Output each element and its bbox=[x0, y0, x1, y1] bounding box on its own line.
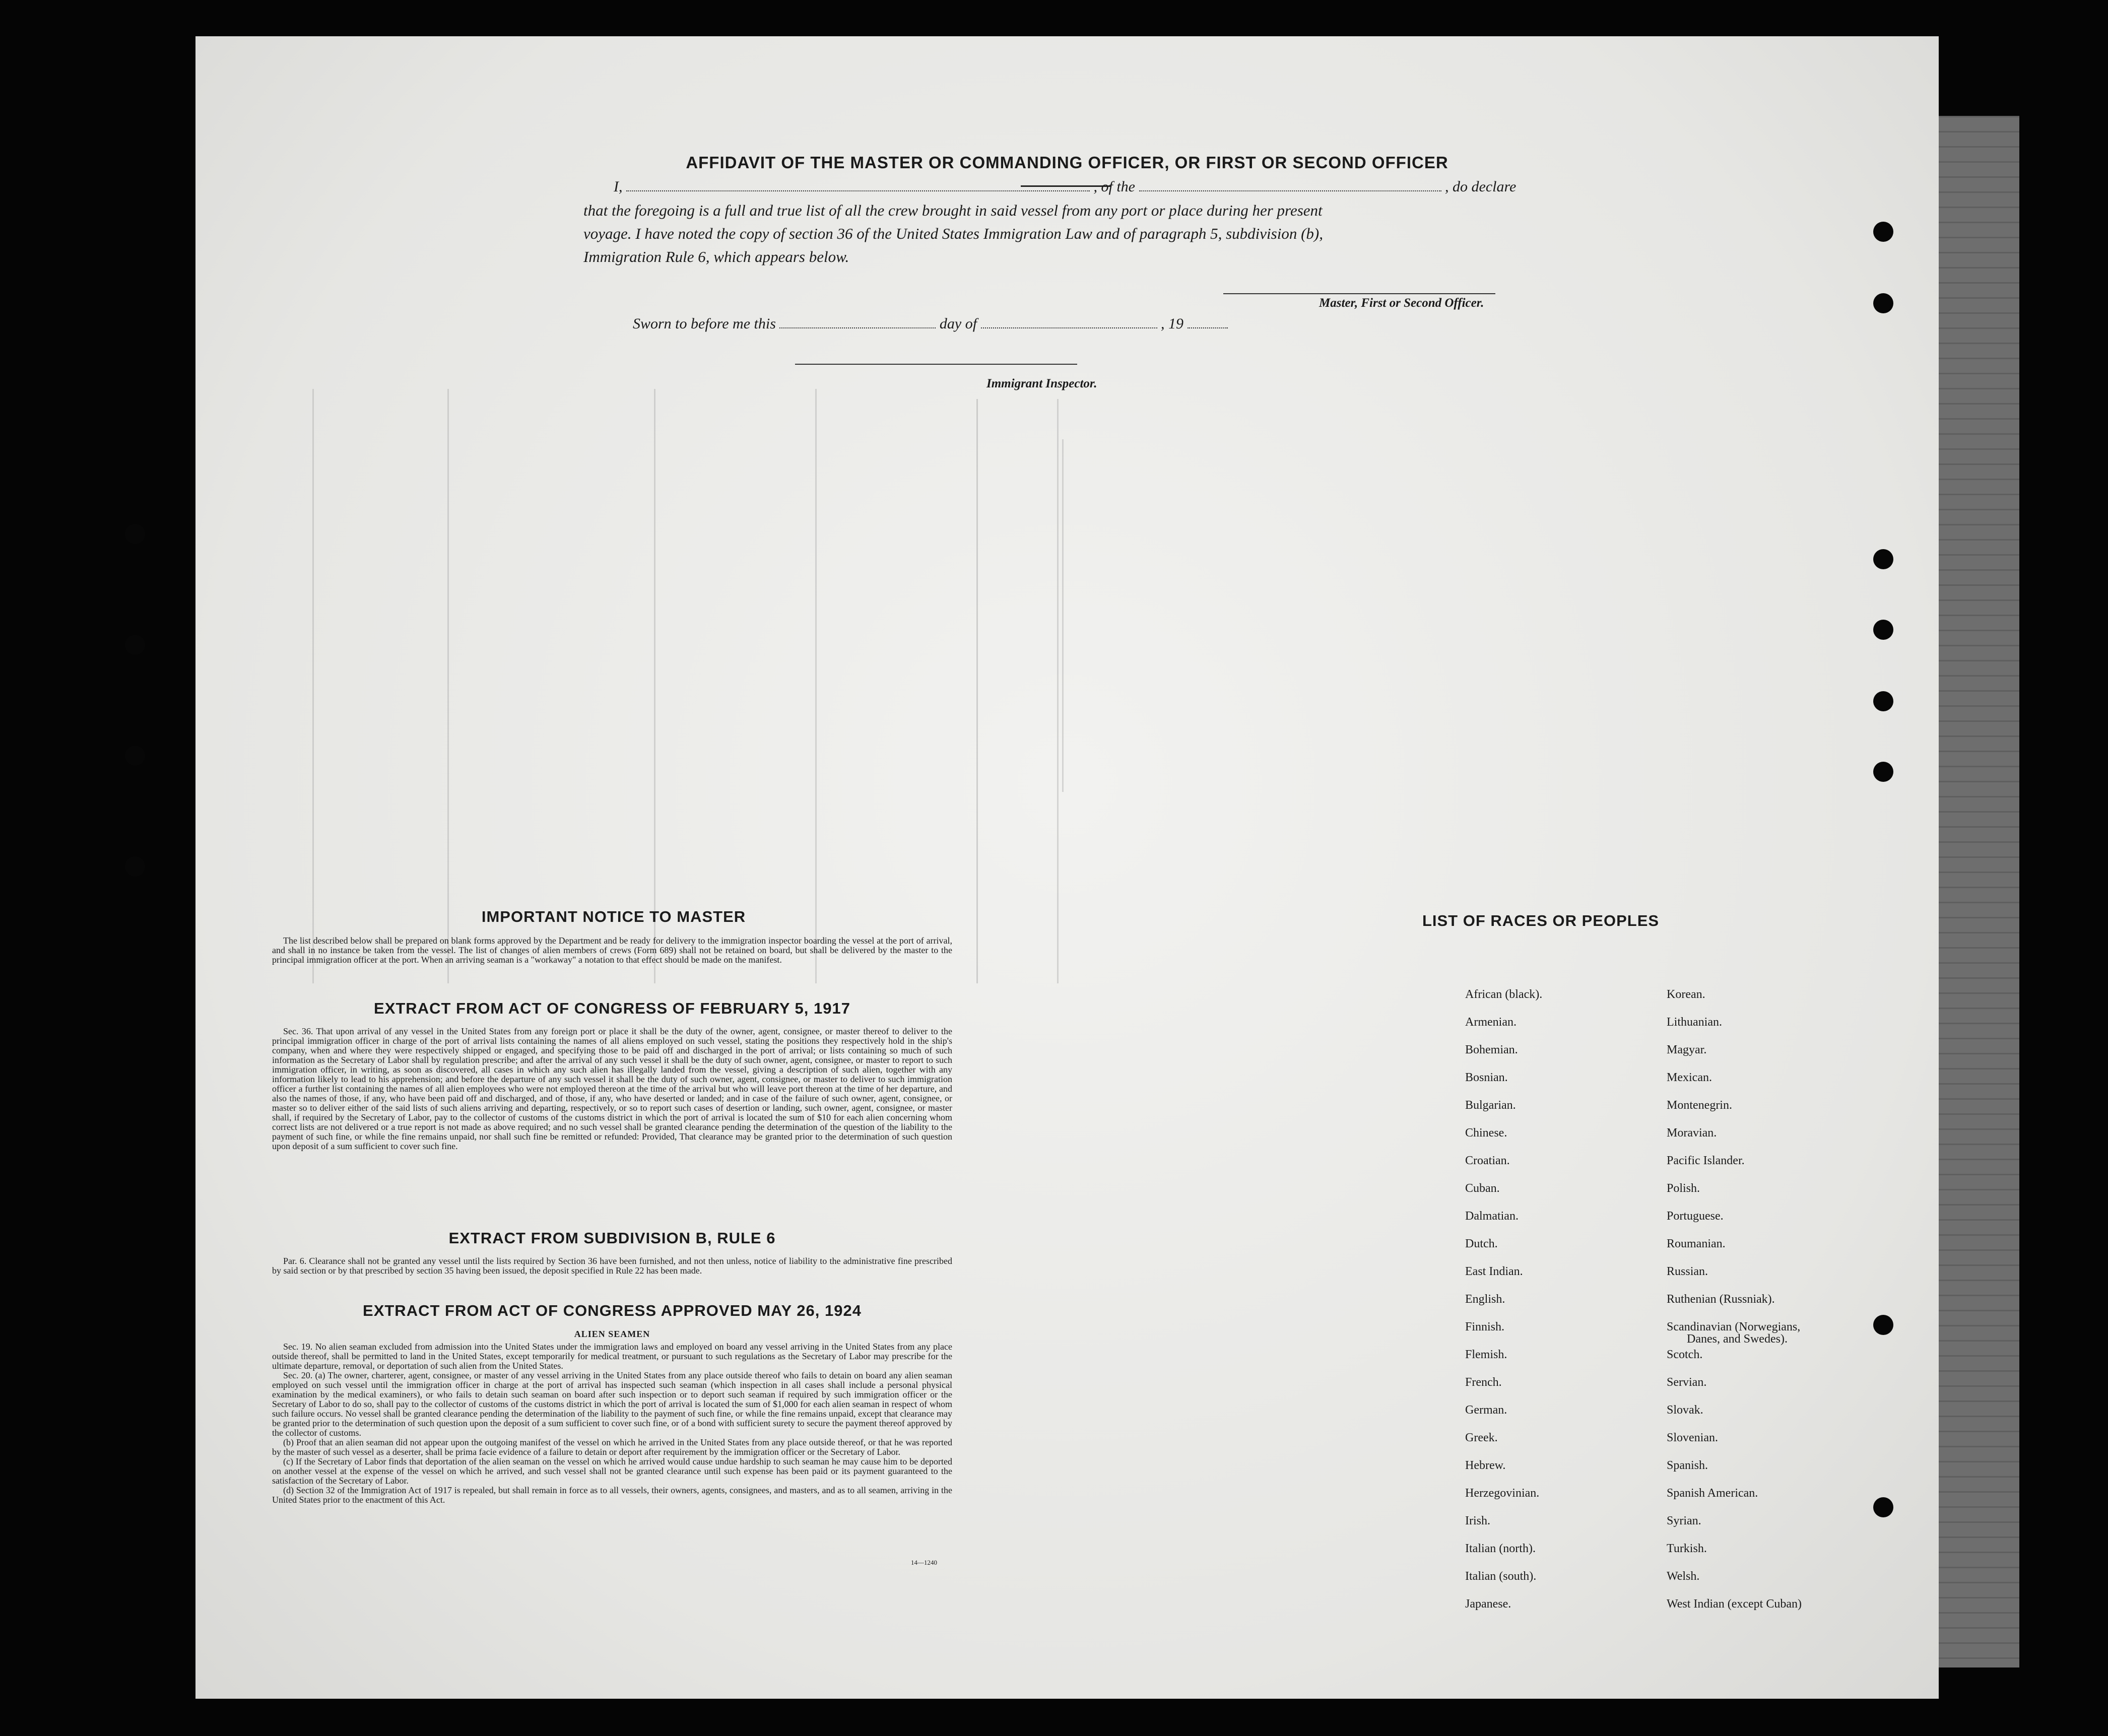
punch-hole bbox=[1873, 1315, 1893, 1335]
race-item: Italian (south). bbox=[1465, 1570, 1537, 1583]
master-signature-label: Master, First or Second Officer. bbox=[1319, 296, 1484, 310]
race-item: Spanish. bbox=[1667, 1459, 1708, 1472]
sworn-year-blank[interactable] bbox=[1188, 315, 1228, 328]
extract-1917-title: EXTRACT FROM ACT OF CONGRESS OF FEBRUARY 5, 1917 bbox=[374, 999, 850, 1017]
par-6-paragraph: Par. 6. Clearance shall not be granted any vessel until the lists required by Section 36 have been furnished, and not then unless, notice of liability to the administrative fine prescribed by said section or by that prescribed by section 35 having been issued, the deposit specified in Rule 22 has been made. bbox=[272, 1256, 952, 1276]
race-item: Syrian. bbox=[1667, 1514, 1701, 1527]
form-number: 14—1240 bbox=[911, 1559, 937, 1566]
sworn-line bbox=[633, 315, 1228, 332]
bleed-through-rule bbox=[447, 389, 449, 983]
race-item: West Indian (except Cuban) bbox=[1667, 1597, 1802, 1611]
race-item: Croatian. bbox=[1465, 1154, 1510, 1167]
race-item: Moravian. bbox=[1667, 1126, 1717, 1140]
race-item: Slovak. bbox=[1667, 1404, 1703, 1417]
race-item: Dutch. bbox=[1465, 1237, 1498, 1250]
races-title: LIST OF RACES OR PEOPLES bbox=[1422, 912, 1660, 929]
register-strip bbox=[1939, 116, 2019, 1667]
bleed-through-rule bbox=[1057, 399, 1059, 983]
race-item: Bohemian. bbox=[1465, 1043, 1518, 1056]
punch-hole bbox=[1873, 293, 1893, 313]
punch-hole bbox=[125, 856, 145, 877]
race-item: Slovenian. bbox=[1667, 1431, 1718, 1444]
master-signature-line[interactable] bbox=[1223, 293, 1495, 294]
race-item: Montenegrin. bbox=[1667, 1099, 1732, 1112]
affidavit-line-1 bbox=[614, 178, 1516, 195]
alien-seamen-subtitle: ALIEN SEAMEN bbox=[574, 1329, 650, 1339]
bleed-through-rule bbox=[976, 399, 978, 983]
race-item: Mexican. bbox=[1667, 1071, 1712, 1084]
punch-hole bbox=[1873, 549, 1893, 569]
document-page bbox=[195, 36, 1939, 1699]
race-item: Magyar. bbox=[1667, 1043, 1707, 1056]
sworn-month-blank[interactable] bbox=[981, 315, 1157, 328]
race-item: Ruthenian (Russniak). bbox=[1667, 1293, 1775, 1306]
race-item: Scandinavian (Norwegians, bbox=[1667, 1320, 1801, 1333]
sec-19-paragraph: Sec. 19. No alien seaman excluded from admission into the United States under the immigration laws and employed on board any vessel arriving in the United States from any place outside thereof, shall be permitted to land in the United States, except temporarily for medical treatment, or pursuant to such regulations as the Secretary of Labor may prescribe for the ultimate departure, removal, or deportation of such alien from the United States. bbox=[272, 1342, 952, 1371]
race-item: German. bbox=[1465, 1404, 1507, 1417]
race-item: Italian (north). bbox=[1465, 1542, 1536, 1555]
race-item: English. bbox=[1465, 1293, 1505, 1306]
race-item: East Indian. bbox=[1465, 1265, 1523, 1278]
race-item: Danes, and Swedes). bbox=[1687, 1332, 1788, 1346]
race-item: African (black). bbox=[1465, 988, 1543, 1001]
affidavit-line-3: voyage. I have noted the copy of section 36 of the United States Immigration Law and of paragraph 5, subdivision (b), bbox=[583, 225, 1323, 242]
punch-hole bbox=[1873, 762, 1893, 782]
race-item: Armenian. bbox=[1465, 1016, 1517, 1029]
punch-hole bbox=[125, 746, 145, 766]
race-item: Dalmatian. bbox=[1465, 1210, 1519, 1223]
race-item: Servian. bbox=[1667, 1376, 1707, 1389]
extract-rule6-text bbox=[272, 1256, 952, 1276]
affidavit-declare: , do declare bbox=[1445, 178, 1517, 195]
sworn-year: , 19 bbox=[1161, 315, 1184, 332]
race-item: Chinese. bbox=[1465, 1126, 1507, 1140]
affidavit-line-2: that the foregoing is a full and true list of all the crew brought in said vessel from any port or place during her present bbox=[583, 202, 1323, 219]
inspector-signature-line[interactable] bbox=[795, 364, 1077, 365]
punch-hole bbox=[125, 524, 145, 544]
race-item: Polish. bbox=[1667, 1182, 1700, 1195]
notice-paragraph: The list described below shall be prepared on blank forms approved by the Department and be ready for delivery to the immigration inspector boarding the vessel at the port of arrival, and shall in no instance be taken from the vessel. The list of changes of alien members of crews (Form 689) shall not be retained on board, but shall be delivered by the master to the principal immigration officer at the port. When an arriving seaman is a "workaway" a notation to that effect should be made on the manifest. bbox=[272, 936, 952, 965]
sec-36-paragraph: Sec. 36. That upon arrival of any vessel in the United States from any foreign port or place it shall be the duty of the owner, agent, consignee, or master thereof to deliver to the principal immigration officer in charge of the port of arrival lists containing the names of all aliens employed on such vessel, stating the positions they respectively hold in the ship's company, when and where they were respectively shipped or engaged, and specifying those to be paid off and discharged in the port of arrival; or lists containing so much of such information as the Secretary of Labor shall by regulation prescribe; and after the arrival of any such vessel it shall be the duty of such owner, agent, consignee, or master to report to such immigration officer, in writing, as soon as discovered, all cases in which any such alien has illegally landed from the vessel, giving a description of such alien, together with any information likely to lead to his apprehension; and before the departure of any such vessel it shall be the duty of such owner, agent, consignee, or master to deliver to such immigration officer a further list containing the names of all alien employees who were not employed thereon at the time of the arrival but who will leave port thereon at the time of her departure, and also the names of those, if any, who have been paid off and discharged, and of those, if any, who have deserted or landed; and in case of the failure of such owner, agent, consignee, or master so to deliver either of the said lists of such aliens arriving and departing, respectively, or so to report such cases of desertion or landing, such owner, agent, consignee, or master shall, if required by the Secretary of Labor, pay to the collector of customs of the customs district in which the port of arrival is located the sum of $10 for each alien concerning whom correct lists are not delivered or a true report is not made as above required; and no such vessel shall be granted clearance pending the determination of the question of the liability to the payment of such fine, or while the fine remains unpaid, nor shall such fine be remitted or refunded: Provided, That clearance may be granted prior to the determination of such question upon deposit of a sum sufficient to cover such fine. bbox=[272, 1026, 952, 1151]
sec-20a-paragraph: Sec. 20. (a) The owner, charterer, agent, consignee, or master of any vessel arriving in the United States from any place outside thereof who fails to detain on board any alien seaman employed on such vessel until the immigration officer in charge at the port of arrival has inspected such seaman (which inspection in all cases shall include a personal physical examination by the medical examiners), or who fails to detain such seaman on board after such inspection or to deport such seaman if required by such immigration officer or the Secretary of Labor to do so, shall pay to the collector of customs of the customs district in which the port of arrival is located the sum of $1,000 for each alien seaman in respect of whom such failure occurs. No vessel shall be granted clearance pending the determination of the liability to the payment of such fine, or while the fine remains unpaid, except that clearance may be granted prior to the determination of such question upon the deposit of a sum sufficient to cover such fine, or of a bond with sufficient surety to secure the payment thereof approved by the collector of customs. bbox=[272, 1370, 952, 1438]
race-item: Finnish. bbox=[1465, 1320, 1505, 1333]
extract-rule6-title: EXTRACT FROM SUBDIVISION B, RULE 6 bbox=[448, 1229, 776, 1247]
race-item: French. bbox=[1465, 1376, 1502, 1389]
punch-hole bbox=[125, 635, 145, 655]
race-item: Pacific Islander. bbox=[1667, 1154, 1745, 1167]
race-item: Welsh. bbox=[1667, 1570, 1700, 1583]
race-item: Japanese. bbox=[1465, 1597, 1511, 1611]
extract-1924-text bbox=[272, 1342, 952, 1505]
affidavit-title: AFFIDAVIT OF THE MASTER OR COMMANDING OFFICER, OR FIRST OR SECOND OFFICER bbox=[686, 153, 1448, 172]
race-item: Korean. bbox=[1667, 988, 1705, 1001]
name-blank[interactable] bbox=[626, 178, 1090, 191]
race-item: Turkish. bbox=[1667, 1542, 1707, 1555]
bleed-through-rule bbox=[312, 389, 314, 983]
punch-hole bbox=[1873, 1497, 1893, 1517]
race-item: Irish. bbox=[1465, 1514, 1490, 1527]
race-item: Bosnian. bbox=[1465, 1071, 1508, 1084]
race-item: Russian. bbox=[1667, 1265, 1708, 1278]
notice-text bbox=[272, 936, 952, 965]
sworn-day-blank[interactable] bbox=[779, 315, 936, 328]
bleed-through-rule bbox=[654, 389, 655, 983]
race-item: Herzegovinian. bbox=[1465, 1487, 1540, 1500]
affidavit-of-the: , of the bbox=[1093, 178, 1135, 195]
inspector-signature-label: Immigrant Inspector. bbox=[986, 377, 1097, 390]
sworn-day-of: day of bbox=[939, 315, 977, 332]
race-item: Lithuanian. bbox=[1667, 1016, 1722, 1029]
punch-hole bbox=[1873, 691, 1893, 711]
sec-20d-paragraph: (d) Section 32 of the Immigration Act of 1917 is repealed, but shall remain in force as to all vessels, their owners, agents, consignees, and masters, and as to all seamen, arriving in the United States prior to the enactment of this Act. bbox=[272, 1485, 952, 1505]
sec-20c-paragraph: (c) If the Secretary of Labor finds that deportation of the alien seaman on the vessel on which he arrived would cause undue hardship to such seaman he may cause him to be deported on another vessel at the expense of the vessel on which he arrived, and such vessel shall not be granted clearance until such expense has been paid or its payment guaranteed to the satisfaction of the Secretary of Labor. bbox=[272, 1456, 952, 1486]
race-item: Roumanian. bbox=[1667, 1237, 1726, 1250]
race-item: Greek. bbox=[1465, 1431, 1498, 1444]
race-item: Flemish. bbox=[1465, 1348, 1507, 1361]
punch-hole bbox=[1873, 222, 1893, 242]
race-item: Portuguese. bbox=[1667, 1210, 1724, 1223]
race-item: Cuban. bbox=[1465, 1182, 1500, 1195]
race-item: Spanish American. bbox=[1667, 1487, 1758, 1500]
vessel-blank[interactable] bbox=[1139, 178, 1441, 191]
race-item: Bulgarian. bbox=[1465, 1099, 1516, 1112]
race-item: Scotch. bbox=[1667, 1348, 1703, 1361]
extract-1917-text bbox=[272, 1027, 952, 1151]
bleed-through-rule bbox=[815, 389, 817, 983]
sworn-text: Sworn to before me this bbox=[633, 315, 776, 332]
extract-1924-title: EXTRACT FROM ACT OF CONGRESS APPROVED MAY 26, 1924 bbox=[363, 1302, 862, 1319]
affidavit-i: I, bbox=[614, 178, 623, 195]
sec-20b-paragraph: (b) Proof that an alien seaman did not appear upon the outgoing manifest of the vessel on which he arrived in the United States from any place outside thereof, or that he was reported by the master of such vessel as a deserter, shall be prima facie evidence of a failure to detain or deport after requirement by the immigration officer or the Secretary of Labor. bbox=[272, 1437, 952, 1457]
punch-hole bbox=[1873, 620, 1893, 640]
affidavit-line-4: Immigration Rule 6, which appears below. bbox=[583, 248, 849, 265]
notice-title: IMPORTANT NOTICE TO MASTER bbox=[481, 908, 746, 925]
race-item: Hebrew. bbox=[1465, 1459, 1506, 1472]
bleed-through-rule bbox=[1062, 439, 1064, 792]
